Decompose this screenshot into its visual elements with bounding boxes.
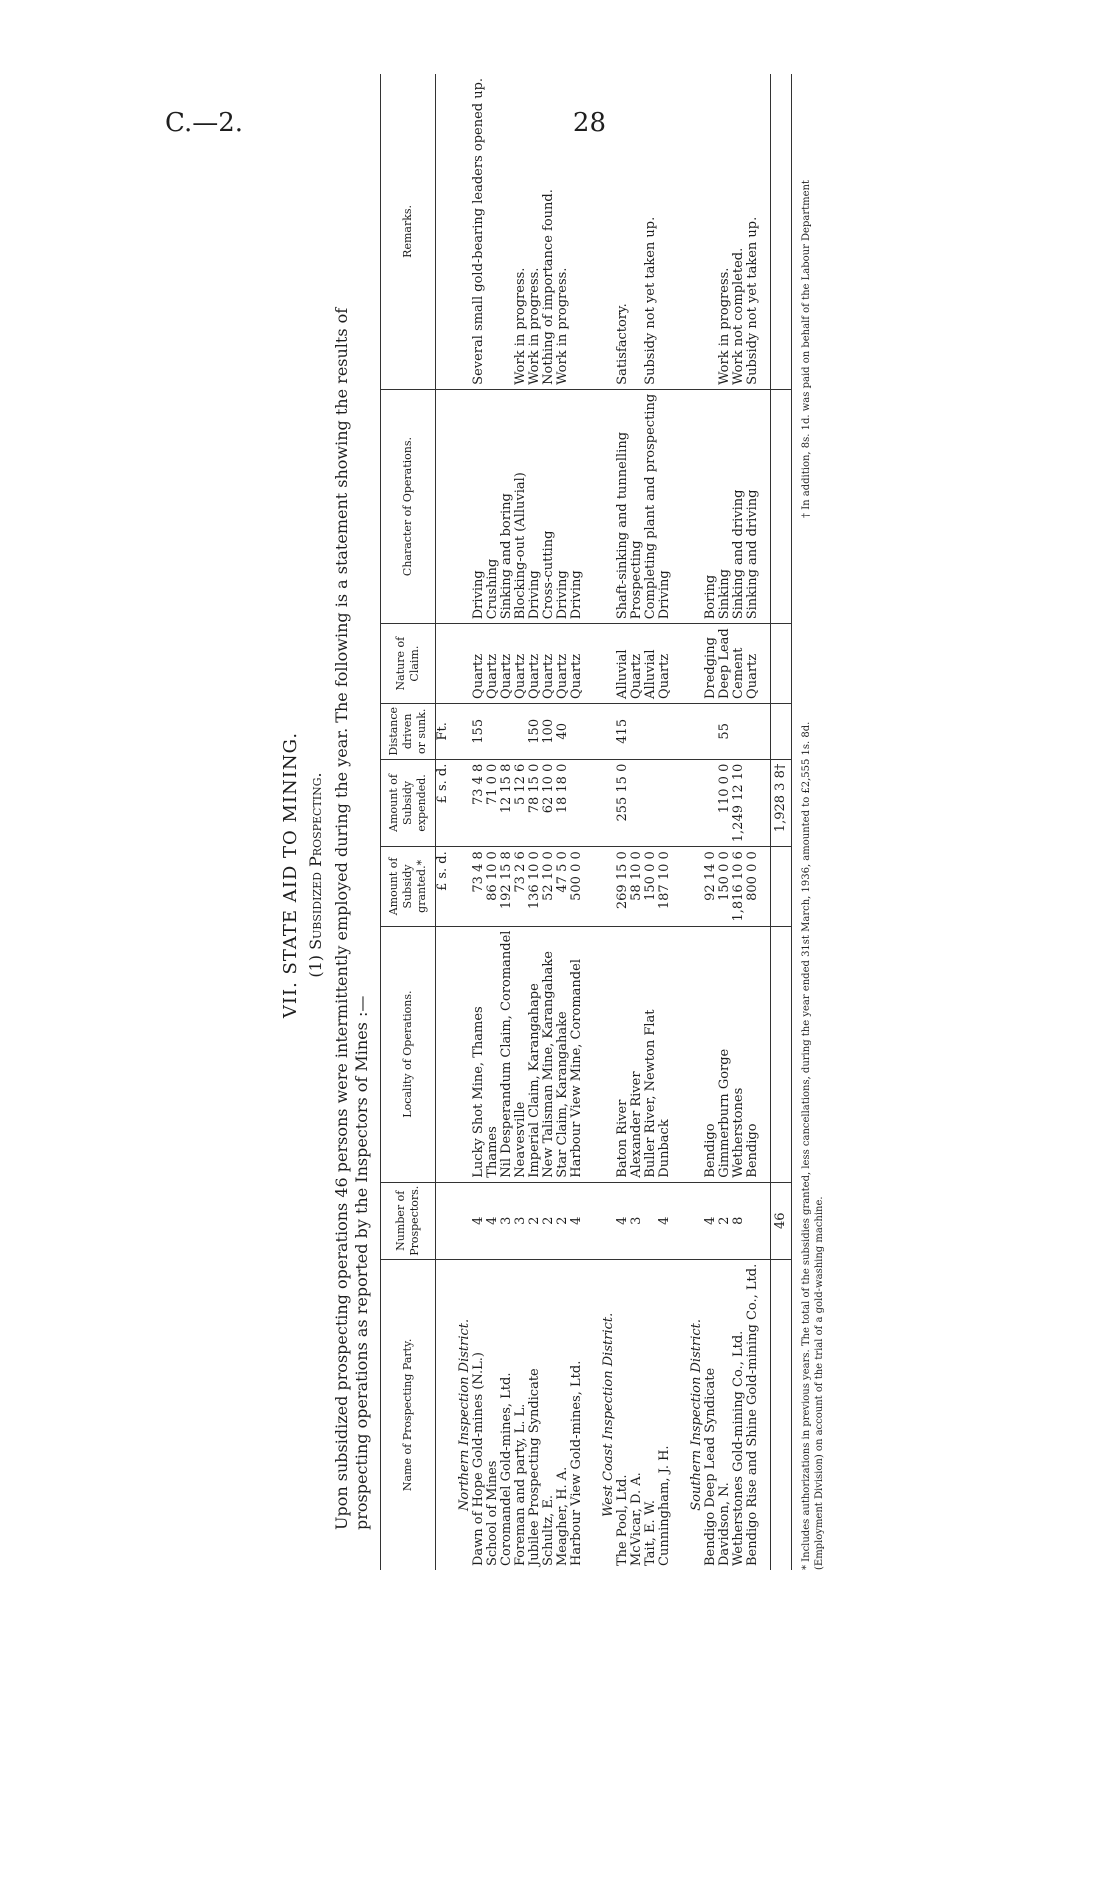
table-row: [616, 74, 630, 1570]
cell-nature: Deep Lead: [718, 624, 732, 704]
cell-remarks: [500, 74, 514, 389]
col-distance: Distance driven or sunk.: [381, 703, 436, 759]
cell-expended: [630, 759, 644, 847]
cell-locality: Wetherstones: [732, 926, 746, 1182]
cell-number: 4: [616, 1182, 630, 1259]
col-character: Character of Operations.: [381, 389, 436, 623]
unit-distance: Ft.: [436, 703, 451, 759]
section-subtitle: (1) Subsidized Prospecting.: [306, 772, 325, 978]
spacer-row: [760, 74, 771, 1570]
district-heading-row: [594, 74, 616, 1570]
col-locality: Locality of Operations.: [381, 926, 436, 1182]
cell-number: 3: [514, 1182, 528, 1259]
cell-locality: Harbour View Mine, Coromandel: [570, 926, 584, 1182]
cell-distance: [746, 703, 760, 759]
cell-expended: [746, 759, 760, 847]
cell-expended: 1,249 12 10: [732, 759, 746, 847]
cell-number: 4: [570, 1182, 584, 1259]
cell-granted: 187 10 0: [658, 847, 672, 926]
table-row: [472, 74, 486, 1570]
cell-distance: [570, 703, 584, 759]
document-code: C.—2.: [165, 108, 244, 138]
cell-remarks: Work in progress.: [514, 74, 528, 389]
col-granted: Amount of Subsidy granted.*: [381, 847, 436, 926]
table-row: [556, 74, 570, 1570]
cell-expended: 73 4 8: [472, 759, 486, 847]
cell-expended: 5 12 6: [514, 759, 528, 847]
cell-nature: Quartz: [528, 624, 542, 704]
spacer-row: [672, 74, 682, 1570]
cell-granted: 136 10 0: [528, 847, 542, 926]
cell-remarks: [658, 74, 672, 389]
cell-expended: 62 10 0: [542, 759, 556, 847]
cell-granted: 800 0 0: [746, 847, 760, 926]
table-row: [542, 74, 556, 1570]
cell-number: 4: [486, 1182, 500, 1259]
cell-remarks: [704, 74, 718, 389]
cell-party: School of Mines: [485, 1460, 500, 1566]
cell-granted: 1,816 10 6: [732, 847, 746, 926]
cell-locality: Buller River, Newton Flat: [644, 926, 658, 1182]
district-heading-row: [682, 74, 704, 1570]
cell-nature: Quartz: [556, 624, 570, 704]
table-row: [746, 74, 760, 1570]
table-row: [630, 74, 644, 1570]
cell-number: 2: [556, 1182, 570, 1259]
cell-locality: Baton River: [616, 926, 630, 1182]
cell-distance: 55: [718, 703, 732, 759]
cell-nature: Quartz: [472, 624, 486, 704]
cell-party: Harbour View Gold-mines, Ltd.: [569, 1360, 584, 1566]
cell-remarks: Satisfactory.: [616, 74, 630, 389]
cell-number: 3: [630, 1182, 644, 1259]
district-name: West Coast Inspection District.: [601, 1312, 616, 1518]
page-number: 28: [572, 108, 606, 138]
cell-granted: 58 10 0: [630, 847, 644, 926]
cell-distance: [644, 703, 658, 759]
cell-locality: New Talisman Mine, Karangahake: [542, 926, 556, 1182]
cell-nature: Quartz: [542, 624, 556, 704]
cell-character: Sinking and driving: [746, 389, 760, 623]
cell-character: Prospecting: [630, 389, 644, 623]
cell-distance: 100: [542, 703, 556, 759]
total-expended: 1,928 3 8†: [771, 759, 792, 847]
spacer-row: [584, 74, 594, 1570]
cell-locality: Nil Desperandum Claim, Coromandel: [500, 926, 514, 1182]
cell-remarks: Work not completed.: [732, 74, 746, 389]
cell-distance: [514, 703, 528, 759]
district-name: Northern Inspection District.: [457, 1318, 472, 1511]
cell-locality: Bendigo: [746, 926, 760, 1182]
cell-locality: Imperial Claim, Karangahape: [528, 926, 542, 1182]
cell-nature: Quartz: [658, 624, 672, 704]
total-number: 46: [771, 1182, 792, 1259]
cell-granted: 52 10 0: [542, 847, 556, 926]
prospecting-table: [380, 74, 792, 1570]
col-number: Number of Prospectors.: [381, 1182, 436, 1259]
table-row: [732, 74, 746, 1570]
cell-granted: 269 15 0: [616, 847, 630, 926]
table-body: [436, 74, 771, 1570]
section-title: VII. STATE AID TO MINING.: [280, 731, 301, 1019]
cell-party: Bendigo Deep Lead Syndicate: [703, 1367, 718, 1566]
unit-granted: £ s. d.: [436, 847, 451, 926]
unit-expended: £ s. d.: [436, 759, 451, 847]
footnote-star-cont: (Employment Division) on account of the trial of a gold-washing machine.: [814, 1196, 825, 1570]
cell-party: Dawn of Hope Gold-mines (N.L.): [471, 1352, 486, 1566]
cell-nature: Alluvial: [644, 624, 658, 704]
cell-granted: 73 2 6: [514, 847, 528, 926]
footnote-star: * Includes authorizations in previous years. The total of the subsidies granted, less cancellations, during the year ended 31st March, 1936, amounted to £2,555 1s. 8d.: [801, 721, 812, 1570]
cell-number: [644, 1182, 658, 1259]
col-remarks: Remarks.: [381, 74, 436, 389]
cell-character: Driving: [570, 389, 584, 623]
cell-locality: Star Claim, Karangahake: [556, 926, 570, 1182]
cell-party: Foreman and party, L. L.: [513, 1403, 528, 1566]
cell-number: 8: [732, 1182, 746, 1259]
cell-remarks: [570, 74, 584, 389]
table-header-row: [381, 74, 436, 1570]
cell-granted: 150 0 0: [644, 847, 658, 926]
cell-granted: 86 10 0: [486, 847, 500, 926]
table-row: [500, 74, 514, 1570]
cell-distance: [658, 703, 672, 759]
cell-remarks: Subsidy not yet taken up.: [644, 74, 658, 389]
cell-granted: 47 5 0: [556, 847, 570, 926]
cell-expended: 12 15 8: [500, 759, 514, 847]
cell-nature: Quartz: [486, 624, 500, 704]
cell-party: The Pool, Ltd.: [615, 1474, 630, 1566]
table-row: [514, 74, 528, 1570]
cell-nature: Quartz: [746, 624, 760, 704]
cell-expended: 18 18 0: [556, 759, 570, 847]
intro-paragraph: Upon subsidized prospecting operations 46 persons were intermittently employed during the year. The following is a statement showing the results of prospecting operations as reported by the Inspectors of Mines :—: [332, 307, 371, 1530]
footnote-dagger: † In addition, 8s. 1d. was paid on behalf of the Labour Department: [801, 180, 812, 518]
cell-number: 4: [472, 1182, 486, 1259]
cell-distance: 155: [472, 703, 486, 759]
table-row: [486, 74, 500, 1570]
cell-expended: 110 0 0: [718, 759, 732, 847]
cell-nature: Dredging: [704, 624, 718, 704]
cell-remarks: Work in progress.: [556, 74, 570, 389]
cell-number: 4: [704, 1182, 718, 1259]
cell-character: Completing plant and prospecting: [644, 389, 658, 623]
cell-character: Shaft-sinking and tunnelling: [616, 389, 630, 623]
cell-number: [746, 1182, 760, 1259]
district-name: Southern Inspection District.: [689, 1319, 704, 1511]
cell-remarks: Work in progress.: [718, 74, 732, 389]
cell-locality: Thames: [486, 926, 500, 1182]
cell-expended: [704, 759, 718, 847]
cell-character: Driving: [528, 389, 542, 623]
col-expended: Amount of Subsidy expended.: [381, 759, 436, 847]
cell-distance: [486, 703, 500, 759]
cell-expended: 78 15 0: [528, 759, 542, 847]
col-nature: Nature of Claim.: [381, 624, 436, 704]
cell-number: 2: [528, 1182, 542, 1259]
cell-character: Driving: [472, 389, 486, 623]
cell-character: Blocking-out (Alluvial): [514, 389, 528, 623]
cell-granted: 73 4 8: [472, 847, 486, 926]
cell-party: Davidson, N.: [717, 1482, 732, 1566]
cell-granted: 192 15 8: [500, 847, 514, 926]
cell-remarks: Several small gold-bearing leaders opened up.: [472, 74, 486, 389]
cell-locality: Lucky Shot Mine, Thames: [472, 926, 486, 1182]
cell-granted: 500 0 0: [570, 847, 584, 926]
cell-locality: Dunback: [658, 926, 672, 1182]
cell-character: Cross-cutting: [542, 389, 556, 623]
cell-locality: Alexander River: [630, 926, 644, 1182]
cell-distance: 415: [616, 703, 630, 759]
cell-distance: 150: [528, 703, 542, 759]
footnotes: [800, 180, 826, 1570]
cell-party: Tait, E. W.: [643, 1499, 658, 1566]
cell-character: Sinking and boring: [500, 389, 514, 623]
cell-locality: Bendigo: [704, 926, 718, 1182]
table-row: [528, 74, 542, 1570]
col-party: Name of Prospecting Party.: [381, 1259, 436, 1570]
cell-party: Cunningham, J. H.: [657, 1445, 672, 1566]
cell-distance: [500, 703, 514, 759]
cell-nature: Cement: [732, 624, 746, 704]
cell-locality: Neavesville: [514, 926, 528, 1182]
table-row: [704, 74, 718, 1570]
cell-expended: [644, 759, 658, 847]
units-row: [436, 74, 451, 1570]
cell-expended: [658, 759, 672, 847]
cell-distance: [732, 703, 746, 759]
cell-remarks: Nothing of importance found.: [542, 74, 556, 389]
cell-remarks: Work in progress.: [528, 74, 542, 389]
cell-number: 2: [542, 1182, 556, 1259]
cell-character: Driving: [658, 389, 672, 623]
cell-expended: 71 0 0: [486, 759, 500, 847]
cell-party: Jubilee Prospecting Syndicate: [527, 1368, 542, 1566]
cell-nature: Quartz: [630, 624, 644, 704]
rotated-content: [280, 77, 860, 1570]
district-heading-row: [450, 74, 472, 1570]
cell-granted: 150 0 0: [718, 847, 732, 926]
cell-nature: Quartz: [514, 624, 528, 704]
cell-party: Meagher, H. A.: [555, 1466, 570, 1566]
table-row: [570, 74, 584, 1570]
cell-character: Sinking: [718, 389, 732, 623]
cell-nature: Alluvial: [616, 624, 630, 704]
table-row: [644, 74, 658, 1570]
cell-character: Boring: [704, 389, 718, 623]
cell-granted: 92 14 0: [704, 847, 718, 926]
cell-number: 2: [718, 1182, 732, 1259]
cell-nature: Quartz: [500, 624, 514, 704]
cell-party: Schultz, E.: [541, 1494, 556, 1566]
cell-distance: [630, 703, 644, 759]
cell-remarks: [630, 74, 644, 389]
cell-party: McVicar, D. A.: [629, 1472, 644, 1566]
cell-party: Bendigo Rise and Shine Gold-mining Co., Ltd.: [745, 1263, 760, 1566]
cell-distance: 40: [556, 703, 570, 759]
cell-distance: [704, 703, 718, 759]
cell-nature: Quartz: [570, 624, 584, 704]
cell-party: Wetherstones Gold-mining Co., Ltd.: [731, 1330, 746, 1566]
cell-character: Driving: [556, 389, 570, 623]
table-row: [718, 74, 732, 1570]
cell-remarks: [486, 74, 500, 389]
cell-remarks: Subsidy not yet taken up.: [746, 74, 760, 389]
cell-locality: Gimmerburn Gorge: [718, 926, 732, 1182]
cell-expended: [570, 759, 584, 847]
total-row: [771, 74, 792, 1570]
cell-party: Coromandel Gold-mines, Ltd.: [499, 1372, 514, 1566]
cell-expended: 255 15 0: [616, 759, 630, 847]
cell-character: Crushing: [486, 389, 500, 623]
cell-number: 4: [658, 1182, 672, 1259]
cell-character: Sinking and driving: [732, 389, 746, 623]
table-row: [658, 74, 672, 1570]
cell-number: 3: [500, 1182, 514, 1259]
